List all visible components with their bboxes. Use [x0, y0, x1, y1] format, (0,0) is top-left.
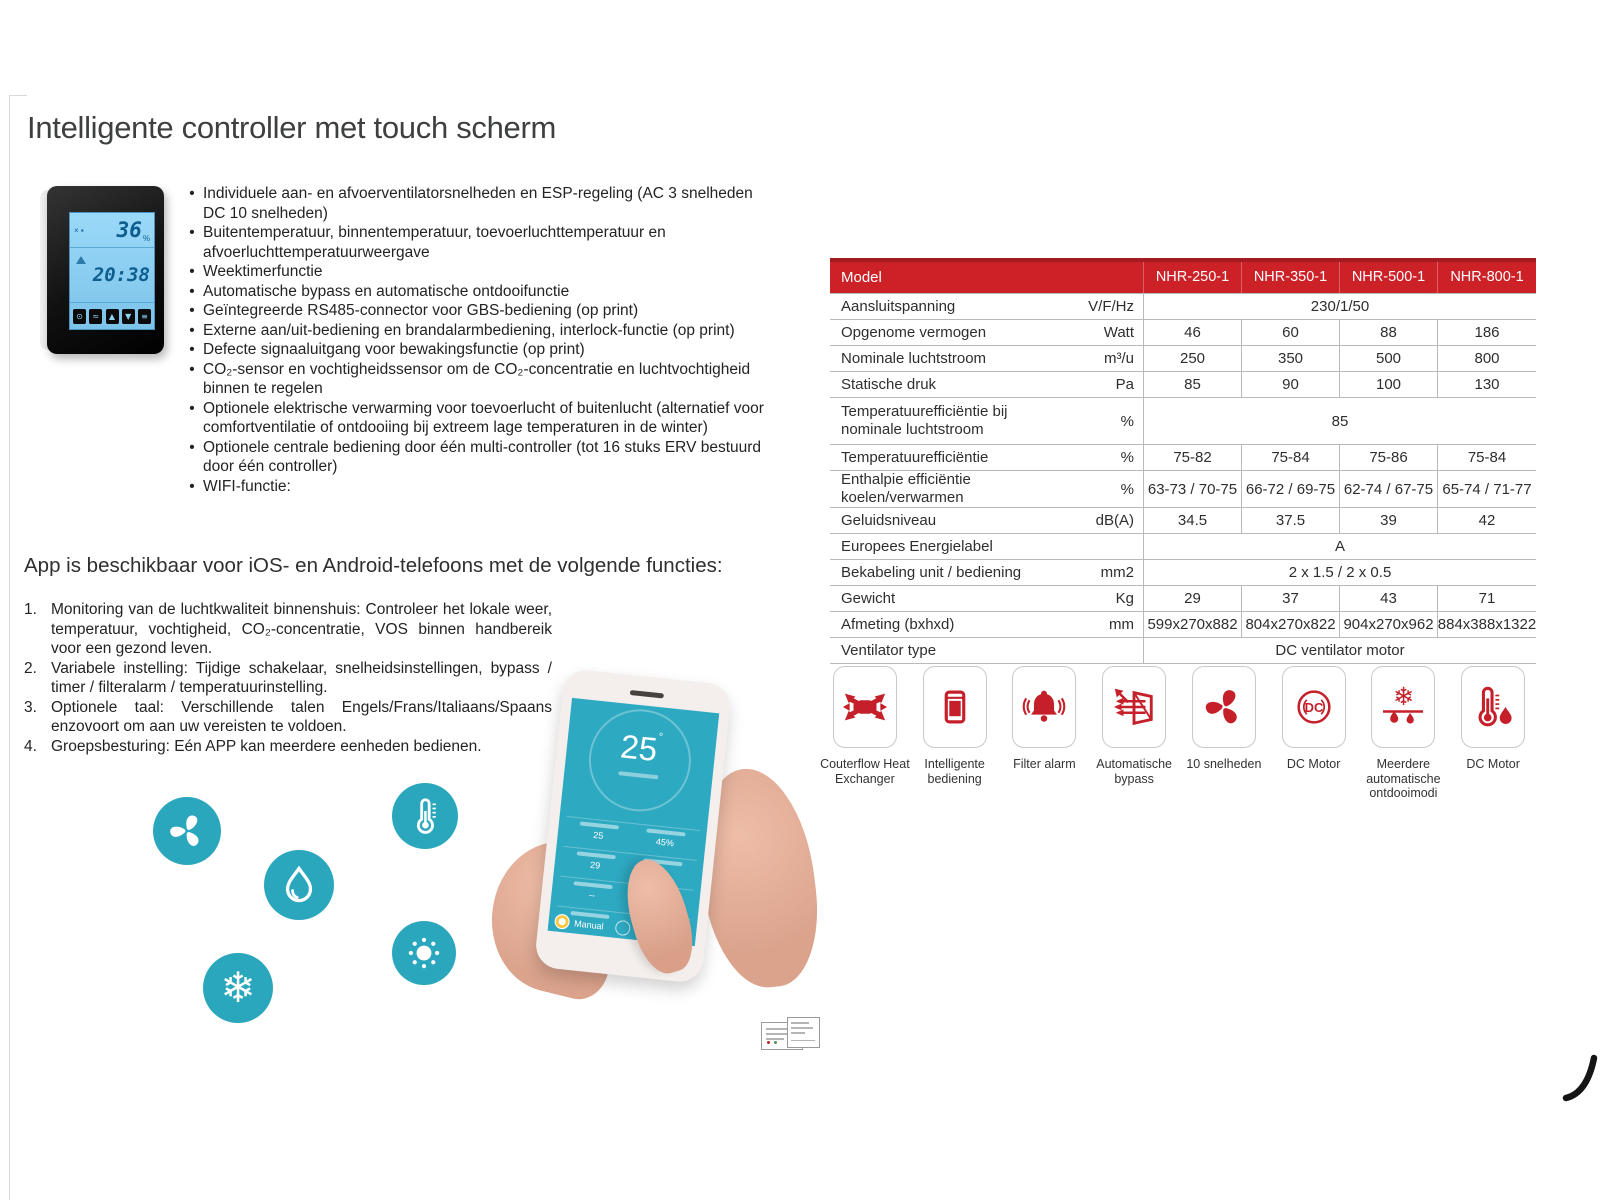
- automatic-bypass-icon: [1102, 666, 1166, 748]
- app-section-heading: App is beschikbaar voor iOS- en Android-telefoons met de volgende functies:: [24, 554, 723, 577]
- feature-badges-row: [820, 666, 1538, 801]
- device-lcd-screen: [69, 212, 155, 330]
- defrost-modes-icon: ❄: [1371, 666, 1435, 748]
- lcd-status-icons: × ▪: [74, 225, 84, 235]
- list-item: • Defecte signaaluitgang voor bewakingsfunctie (op print): [189, 341, 585, 358]
- filter-alarm-bell-icon: [1012, 666, 1076, 748]
- power-button-icon: ⊙: [73, 309, 86, 324]
- lcd-time: 20:38: [92, 264, 150, 286]
- controller-device-image: [40, 186, 164, 354]
- thermometer-icon: [392, 783, 458, 849]
- badge: Intelligente bediening: [910, 666, 1000, 801]
- down-button-icon: ▼: [122, 309, 135, 324]
- device-body: [47, 186, 164, 354]
- list-item: • Optionele elektrische verwarming voor toevoerlucht of buitenlucht (alternatief voor comfortventilatie of ontdooiing bij extreem lage temperaturen in de winter): [189, 399, 764, 436]
- table-header-row: [830, 258, 1536, 293]
- badge: Couterflow Heat Exchanger: [820, 666, 910, 801]
- feature-list: [181, 184, 769, 496]
- table-row: Temperatuurefficiëntie % 75-82 75-84 75-86 75-84: [830, 444, 1536, 470]
- snowflake-icon: ❄: [203, 953, 273, 1023]
- lcd-reading: 36: [116, 218, 142, 242]
- sun-icon: [392, 921, 456, 985]
- table-row: Bekabeling unit / bediening mm2 2 x 1.5 / 2 x 0.5: [830, 559, 1536, 585]
- smartphone: [534, 668, 732, 984]
- svg-text:DC: DC: [1304, 699, 1323, 715]
- menu-button-icon: ≡: [138, 309, 151, 324]
- list-item: • Automatische bypass en automatische ontdooifunctie: [189, 282, 570, 300]
- table-row: Afmeting (bxhxd) mm 599x270x882 804x270x822 904x270x962 884x388x1322: [830, 611, 1536, 637]
- table-header-cell: NHR-250-1: [1143, 262, 1241, 293]
- phone-speaker: [630, 690, 664, 699]
- page-title: Intelligente controller met touch scherm: [27, 110, 557, 145]
- badge: DC DC Motor: [1269, 666, 1359, 801]
- fan-icon: [153, 797, 221, 865]
- list-item: • Weektimerfunctie: [189, 263, 323, 280]
- table-row: Enthalpie efficiëntie koelen/verwarmen % 63-73 / 70-75 66-72 / 69-75 62-74 / 67-75 65-74 / 71-77: [830, 470, 1536, 507]
- table-row: Geluidsniveau dB(A) 34.5 37.5 39 42: [830, 507, 1536, 533]
- app-functions-list: [24, 600, 552, 756]
- table-row: Ventilator type DC ventilator motor: [830, 637, 1536, 663]
- list-item: • Geïntegreerde RS485-connector voor GBS-bediening (op print): [189, 302, 639, 319]
- table-header-cell: NHR-350-1: [1241, 262, 1339, 293]
- badge: Automatische bypass: [1089, 666, 1179, 801]
- table-row: Gewicht Kg 29 37 43 71: [830, 585, 1536, 611]
- table-header-cell: Model: [841, 269, 882, 286]
- table-header-cell: NHR-800-1: [1437, 262, 1536, 293]
- page-edge-line: [9, 95, 10, 1200]
- table-row: Europees Energielabel A: [830, 533, 1536, 559]
- table-header-cell: NHR-500-1: [1339, 262, 1437, 293]
- schematic-thumbnails: [761, 1016, 821, 1052]
- list-item: • Externe aan/uit-bediening en brandalarmbediening, interlock-functie (op print): [189, 321, 735, 339]
- list-item: 3. Optionele taal: Verschillende talen Engels/Frans/Italiaans/Spaans enzovoort om aan uw vereisten te voldoen.: [24, 698, 552, 735]
- lcd-touch-buttons: [70, 303, 154, 329]
- phone-app-screen: 25° 25 45% 29 -- Manual: [548, 698, 720, 946]
- up-button-icon: ▲: [106, 309, 119, 324]
- badge: Filter alarm: [1000, 666, 1090, 801]
- list-item: • CO₂-sensor en vochtigheidssensor om de CO₂-concentratie en luchtvochtigheid binnen te regelen: [189, 360, 751, 397]
- page-edge-line: [9, 95, 27, 96]
- badge: DC Motor: [1448, 666, 1538, 801]
- table-row: Nominale luchtstroom m³/u 250 350 500 800: [830, 345, 1536, 371]
- decorative-swoosh: [1542, 1036, 1600, 1108]
- counterflow-heat-exchanger-icon: [833, 666, 897, 748]
- badge: ❄ Meerdere automatische ontdooimodi: [1359, 666, 1449, 801]
- fan-button-icon: ≈: [89, 309, 102, 324]
- lcd-reading-unit: %: [142, 234, 150, 243]
- smart-control-icon: [923, 666, 987, 748]
- fan-speeds-icon: [1192, 666, 1256, 748]
- spec-table: [830, 258, 1536, 664]
- list-item: • Buitentemperatuur, binnentemperatuur, toevoerluchttemperatuur en afvoerluchttemperatuurweergave: [189, 224, 666, 261]
- thermometer-droplet-icon: [1461, 666, 1525, 748]
- table-row: Temperatuurefficiëntie bij nominale luchtstroom % 85: [830, 397, 1536, 444]
- list-item: • WIFI-functie:: [189, 477, 291, 495]
- water-drop-icon: [264, 850, 334, 920]
- phone-readings-grid: 25 45% 29 -- Manual: [554, 816, 700, 946]
- badge: 10 snelheden: [1179, 666, 1269, 801]
- dc-motor-icon: [1282, 666, 1346, 748]
- list-item: • Individuele aan- en afvoerventilatorsnelheden en ESP-regeling (AC 3 snelheden DC 10 snelheden): [189, 185, 753, 222]
- list-item: • Optionele centrale bediening door één multi-controller (tot 16 stuks ERV bestuurd door één controller): [189, 438, 762, 475]
- list-item: 2. Variabele instelling: Tijdige schakelaar, snelheidsinstellingen, bypass / timer / filteralarm / temperatuurinstelling.: [24, 659, 552, 696]
- phone-temperature: 25: [618, 727, 660, 769]
- table-row: Statische druk Pa 85 90 100 130: [830, 371, 1536, 397]
- list-item: 1. Monitoring van de luchtkwaliteit binnenshuis: Controleer het lokale weer, temperatuur, vochtigheid, CO₂-concentratie, VOS binnen handbereik voor een gezond leven.: [24, 601, 552, 657]
- table-row: Opgenome vermogen Watt 46 60 88 186: [830, 319, 1536, 345]
- table-row: Aansluitspanning V/F/Hz 230/1/50: [830, 293, 1536, 319]
- lcd-alert-icon: [76, 256, 86, 264]
- list-item: 4. Groepsbesturing: Eén APP kan meerdere eenheden bedienen.: [24, 737, 482, 755]
